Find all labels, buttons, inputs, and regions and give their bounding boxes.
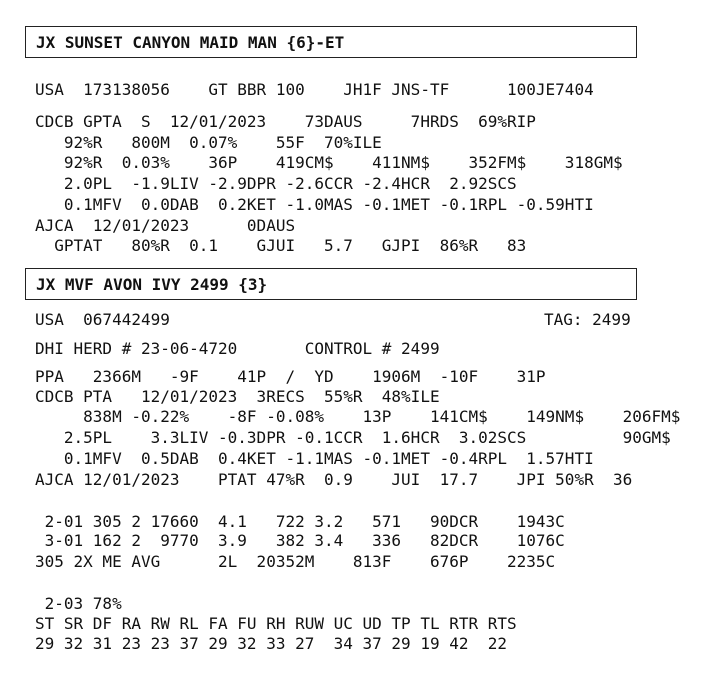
animal2-ajca-line: AJCA 12/01/2023 PTAT 47%R 0.9 JUI 17.7 JPI 50%R 36	[35, 470, 633, 489]
animal2-header-box	[25, 268, 637, 300]
animal2-tag: TAG: 2499	[544, 310, 631, 329]
animal1-header: JX SUNSET CANYON MAID MAN {6}-ET	[36, 33, 345, 52]
animal2-health-line: 2.5PL 3.3LIV -0.3DPR -0.1CCR 1.6HCR 3.02SCS 90GM$	[35, 428, 671, 447]
animal1-id-line: USA 173138056 GT BBR 100 JH1F JNS-TF 100JE7404	[35, 80, 594, 99]
animal2-production-line: 838M -0.22% -8F -0.08% 13P 141CM$ 149NM$ 206FM$	[35, 407, 681, 426]
animal1-index-line: 92%R 0.03% 36P 419CM$ 411NM$ 352FM$ 318GM$	[35, 153, 623, 172]
animal1-header-box	[25, 26, 637, 58]
lactation-average: 305 2X ME AVG 2L 20352M 813F 676P 2235C	[35, 552, 556, 571]
animal2-header: JX MVF AVON IVY 2499 {3}	[36, 275, 268, 294]
classification-line: 2-03 78%	[35, 594, 122, 613]
animal1-production-line: 92%R 800M 0.07% 55F 70%ILE	[35, 133, 382, 152]
animal1-health-line-2: 0.1MFV 0.0DAB 0.2KET -1.0MAS -0.1MET -0.1RPL -0.59HTI	[35, 195, 594, 214]
animal2-cdcb-line: CDCB PTA 12/01/2023 3RECS 55%R 48%ILE	[35, 387, 440, 406]
animal2-health-line-2: 0.1MFV 0.5DAB 0.4KET -1.1MAS -0.1MET -0.4RPL 1.57HTI	[35, 449, 594, 468]
lactation-record: 2-01 305 2 17660 4.1 722 3.2 571 90DCR 1943C	[35, 512, 565, 531]
animal2-ppa-line: PPA 2366M -9F 41P / YD 1906M -10F 31P	[35, 367, 546, 386]
animal1-ajca-line: AJCA 12/01/2023 0DAUS	[35, 216, 296, 235]
animal1-gptat-line: GPTAT 80%R 0.1 GJUI 5.7 GJPI 86%R 83	[35, 236, 527, 255]
lactation-record: 3-01 162 2 9770 3.9 382 3.4 336 82DCR 1076C	[35, 531, 565, 550]
animal2-herd-line: DHI HERD # 23-06-4720 CONTROL # 2499	[35, 339, 440, 358]
animal2-id-line: USA 067442499	[35, 310, 170, 329]
traits-header: ST SR DF RA RW RL FA FU RH RUW UC UD TP TL RTR RTS	[35, 614, 517, 633]
traits-values: 29 32 31 23 23 37 29 32 33 27 34 37 29 19 42 22	[35, 634, 508, 653]
animal1-health-line: 2.0PL -1.9LIV -2.9DPR -2.6CCR -2.4HCR 2.92SCS	[35, 174, 517, 193]
animal1-cdcb-line: CDCB GPTA S 12/01/2023 73DAUS 7HRDS 69%RIP	[35, 112, 536, 131]
